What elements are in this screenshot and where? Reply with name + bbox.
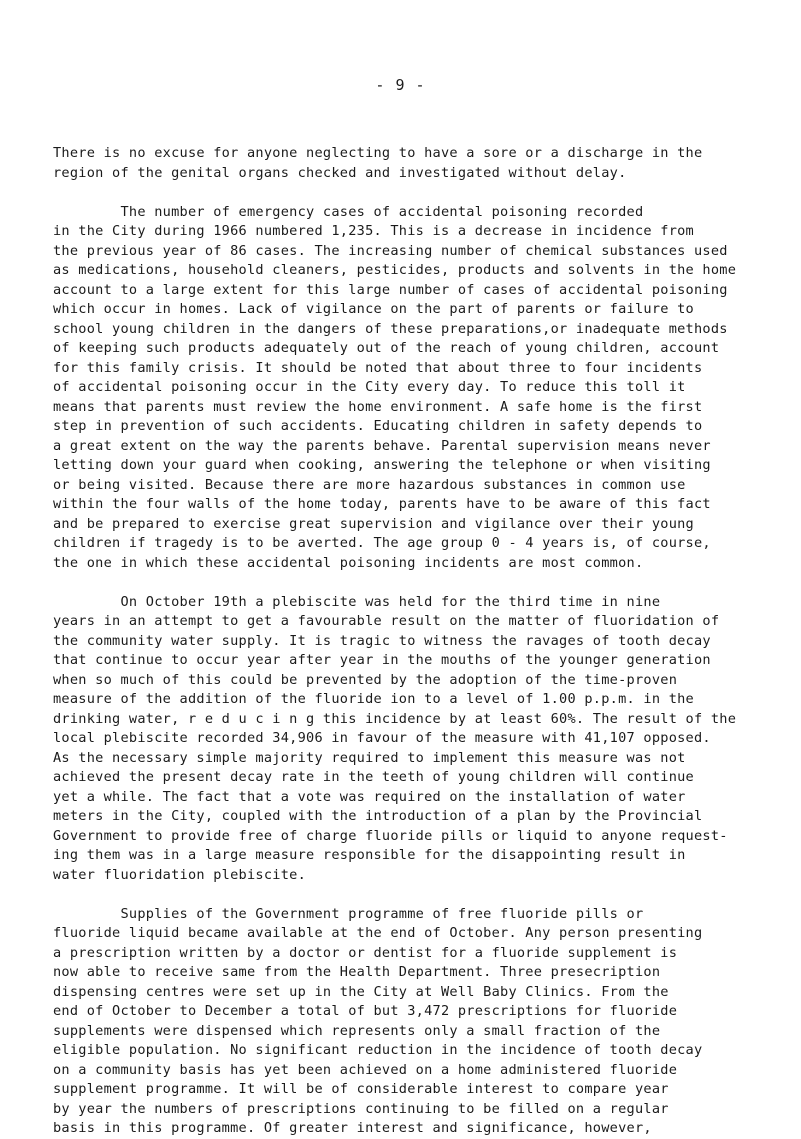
- text-line: achieved the present decay rate in the teeth of young children will continue: [53, 769, 694, 785]
- text-line: account to a large extent for this large number of cases of accidental poisoning: [53, 281, 728, 298]
- text-line: basis in this programme. Of greater interest and significance, however,: [53, 1120, 652, 1136]
- text-line: as medications, household cleaners, pesticides, products and solvents in the home: [53, 262, 737, 278]
- text-line: of keeping such products adequately out of the reach of young children, account: [53, 340, 720, 356]
- paragraph-gap: [53, 573, 773, 593]
- text-line: The number of emergency cases of accidental poisoning recorded: [53, 203, 644, 220]
- text-line: region of the genital organs checked and investigated without delay.: [53, 164, 627, 181]
- text-line: by year the numbers of prescriptions continuing to be filled on a regular: [53, 1100, 669, 1117]
- text-line: end of October to December a total of but 3,472 prescriptions for fluoride: [53, 1003, 678, 1019]
- text-line: There is no excuse for anyone neglecting to have a sore or a discharge in the: [53, 145, 703, 161]
- text-line: means that parents must review the home environment. A safe home is the first: [53, 398, 703, 415]
- text-line: ing them was in a large measure responsible for the disappointing result in: [53, 847, 686, 863]
- text-line: Government to provide free of charge fluoride pills or liquid to anyone request-: [53, 827, 728, 844]
- text-line: the previous year of 86 cases. The increasing number of chemical substances used: [53, 242, 728, 259]
- text-line: the community water supply. It is tragic to witness the ravages of tooth decay: [53, 632, 711, 649]
- paragraph-gap: [53, 885, 773, 905]
- paragraph-gap: [53, 183, 773, 203]
- text-line: now able to receive same from the Health Department. Three presecription: [53, 964, 661, 980]
- body-text: [53, 144, 773, 1139]
- text-line: years in an attempt to get a favourable result on the matter of fluoridation of: [53, 613, 720, 629]
- text-line: supplement programme. It will be of considerable interest to compare year: [53, 1081, 669, 1097]
- text-line: letting down your guard when cooking, answering the telephone or when visiting: [53, 457, 711, 473]
- text-line: fluoride liquid became available at the end of October. Any person presenting: [53, 925, 703, 941]
- text-line: local plebiscite recorded 34,906 in favour of the measure with 41,107 opposed.: [53, 730, 711, 746]
- text-line: and be prepared to exercise great supervision and vigilance over their young: [53, 515, 694, 532]
- text-line: school young children in the dangers of these preparations,or inadequate methods: [53, 320, 728, 337]
- text-line: when so much of this could be prevented by the adoption of the time-proven: [53, 671, 678, 688]
- text-line: measure of the addition of the fluoride ion to a level of 1.00 p.p.m. in the: [53, 691, 694, 707]
- text-line: which occur in homes. Lack of vigilance on the part of parents or failure to: [53, 301, 694, 317]
- text-line: On October 19th a plebiscite was held for the third time in nine: [53, 593, 661, 610]
- text-line: a great extent on the way the parents behave. Parental supervision means never: [53, 437, 711, 454]
- text-line: meters in the City, coupled with the introduction of a plan by the Provincial: [53, 808, 703, 824]
- text-line: within the four walls of the home today, parents have to be aware of this fact: [53, 496, 711, 512]
- text-line: a prescription written by a doctor or dentist for a fluoride supplement is: [53, 944, 678, 961]
- text-line: water fluoridation plebiscite.: [53, 866, 307, 883]
- text-line: children if tragedy is to be averted. The age group 0 - 4 years is, of course,: [53, 535, 711, 551]
- text-line: for this family crisis. It should be noted that about three to four incidents: [53, 359, 703, 376]
- text-line: Supplies of the Government programme of free fluoride pills or: [53, 905, 644, 922]
- paragraph: [53, 905, 773, 1139]
- text-line: eligible population. No significant reduction in the incidence of tooth decay: [53, 1042, 703, 1058]
- paragraph: [53, 593, 773, 886]
- text-line: As the necessary simple majority required to implement this measure was not: [53, 749, 686, 766]
- text-line: of accidental poisoning occur in the City every day. To reduce this toll it: [53, 379, 686, 395]
- text-line: yet a while. The fact that a vote was required on the installation of water: [53, 788, 686, 805]
- text-line: in the City during 1966 numbered 1,235. This is a decrease in incidence from: [53, 223, 694, 239]
- text-line: dispensing centres were set up in the City at Well Baby Clinics. From the: [53, 983, 669, 1000]
- text-line: that continue to occur year after year in the mouths of the younger generation: [53, 652, 711, 668]
- text-line: step in prevention of such accidents. Educating children in safety depends to: [53, 418, 703, 434]
- page-number: - 9 -: [375, 76, 426, 94]
- paragraph: [53, 144, 773, 183]
- text-line: the one in which these accidental poisoning incidents are most common.: [53, 554, 644, 571]
- text-line: or being visited. Because there are more hazardous substances in common use: [53, 476, 686, 493]
- text-line: supplements were dispensed which represents only a small fraction of the: [53, 1022, 661, 1039]
- text-line: on a community basis has yet been achieved on a home administered fluoride: [53, 1061, 678, 1078]
- text-line: drinking water, r e d u c i n g this incidence by at least 60%. The result of the: [53, 710, 737, 727]
- paragraph: [53, 203, 773, 574]
